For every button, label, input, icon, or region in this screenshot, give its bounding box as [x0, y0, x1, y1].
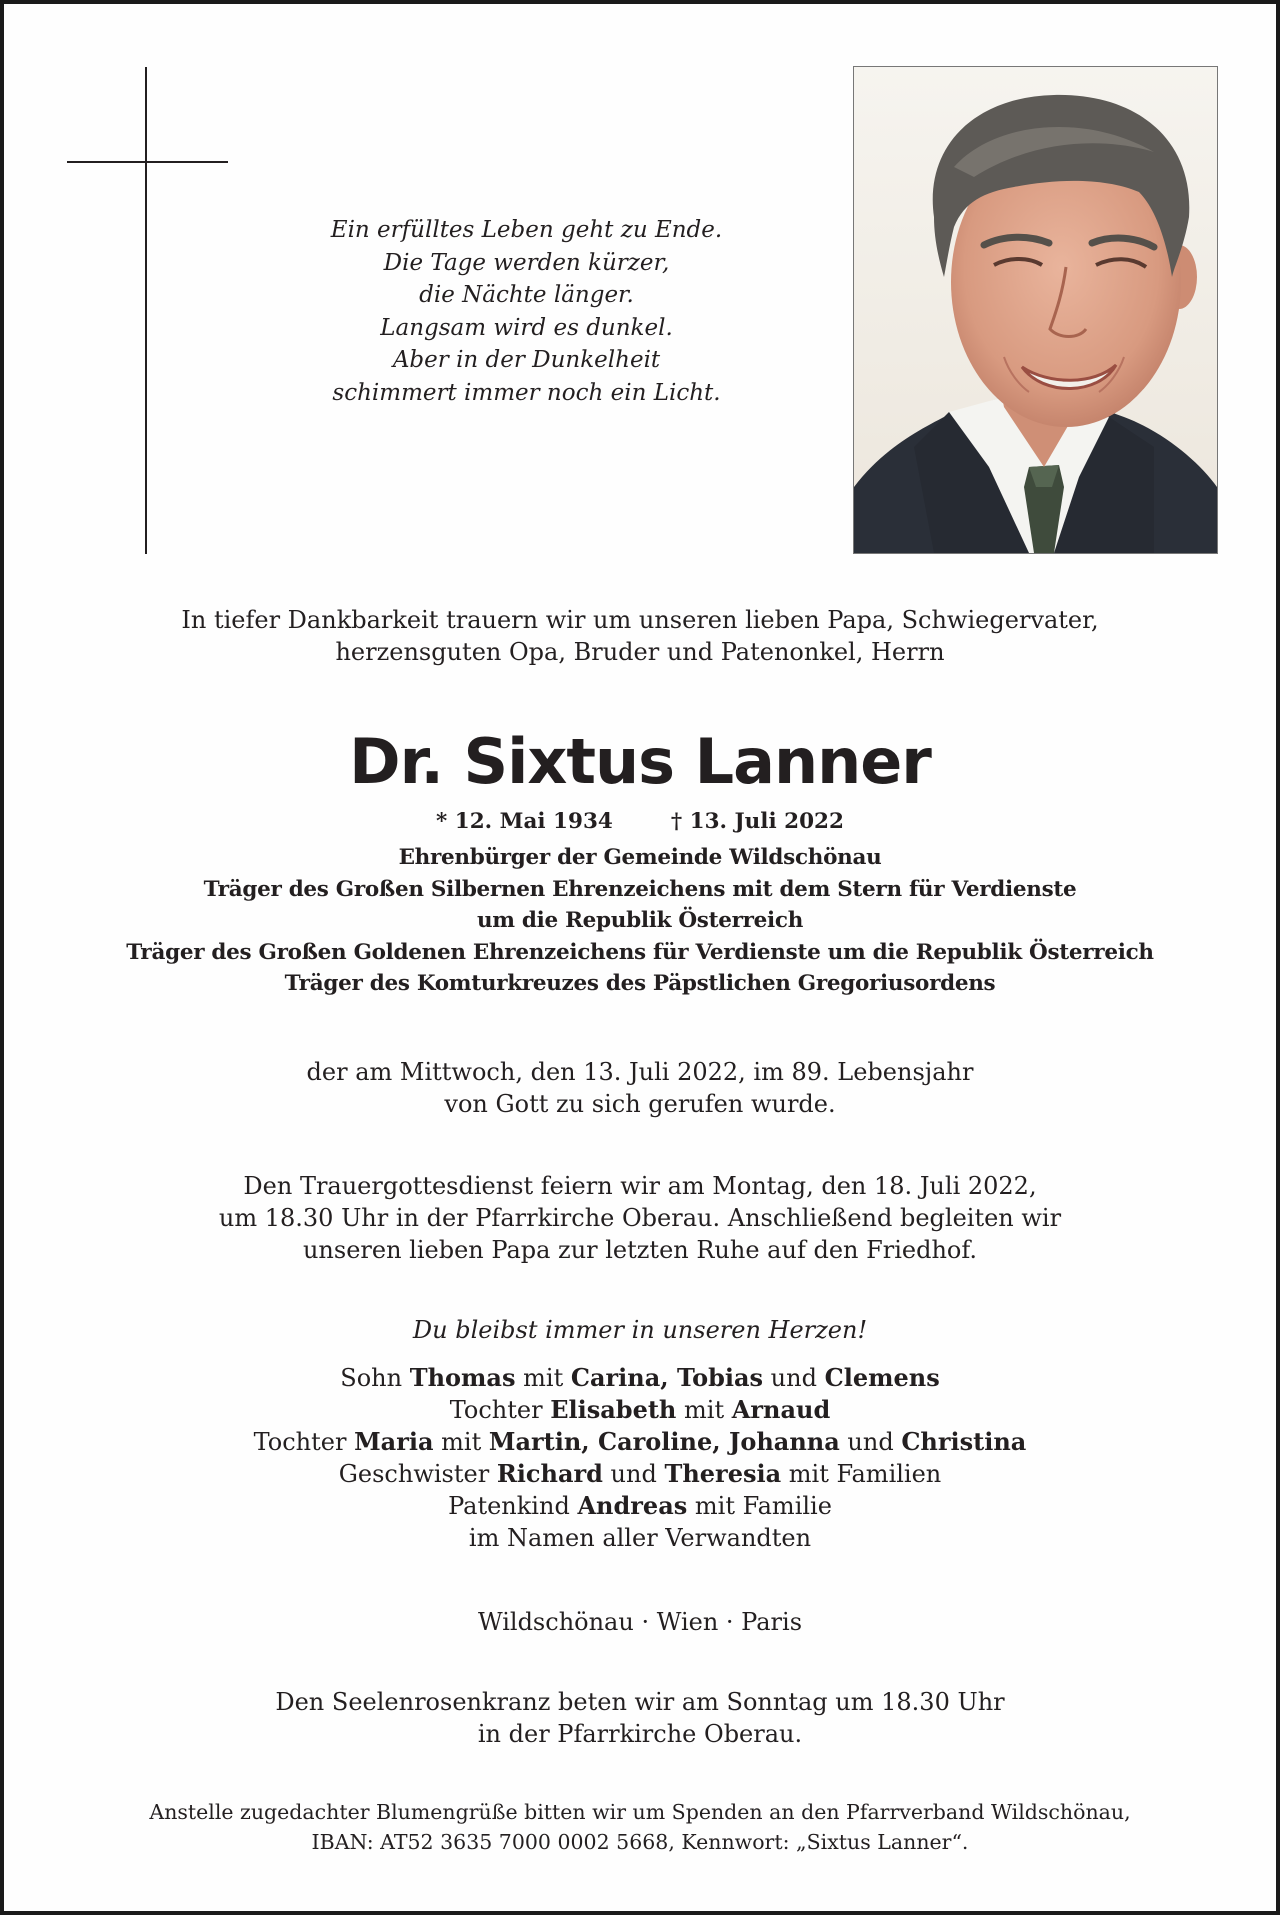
donation-line: IBAN: AT52 3635 7000 0002 5668, Kennwort: „Sixtus Lanner“. [311, 1830, 969, 1854]
family-text: Patenkind [448, 1492, 578, 1520]
family-text: mit [676, 1396, 732, 1424]
family-name: Martin, Caroline, Johanna [488, 1427, 840, 1456]
family-name: Thomas [409, 1363, 516, 1392]
rosary-line: in der Pfarrkirche Oberau. [477, 1720, 803, 1748]
family-name: Theresia [664, 1459, 782, 1488]
family-text: und [602, 1460, 665, 1488]
poem-line: Die Tage werden kürzer, [383, 249, 670, 276]
intro-text [4, 604, 1276, 668]
portrait-photo [853, 66, 1218, 554]
donation-note [4, 1797, 1276, 1857]
family-name: Arnaud [731, 1395, 831, 1424]
poem-line: Langsam wird es dunkel. [380, 314, 673, 341]
poem-line: Aber in der Dunkelheit [392, 347, 661, 373]
family-name: Richard [496, 1459, 603, 1488]
honor-line: Ehrenbürger der Gemeinde Wildschönau [398, 845, 882, 870]
cross-icon [145, 67, 147, 554]
honors-list [4, 842, 1276, 1000]
honor-line: Träger des Großen Goldenen Ehrenzeichens für Verdienste um die Republik Österreich [126, 939, 1154, 965]
rosary-text [4, 1686, 1276, 1750]
places: Wildschönau · Wien · Paris [477, 1608, 803, 1636]
death-line: der am Mittwoch, den 13. Juli 2022, im 89. Lebensjahr [306, 1058, 974, 1086]
intro-line: herzensguten Opa, Bruder und Patenonkel, Herrn [335, 638, 945, 666]
family-text: Sohn [340, 1364, 410, 1392]
deceased-name: Dr. Sixtus Lanner [349, 725, 931, 798]
birth-date: * 12. Mai 1934 [436, 809, 613, 834]
remembrance-quote: Du bleibst immer in unseren Herzen! [412, 1316, 868, 1344]
family-name: Elisabeth [550, 1395, 677, 1424]
death-line: von Gott zu sich gerufen wurde. [444, 1090, 836, 1118]
family-text: Geschwister [338, 1460, 497, 1488]
funeral-service-text [4, 1170, 1276, 1266]
family-text: Tochter [253, 1428, 355, 1456]
honor-line: Träger des Großen Silbernen Ehrenzeichens mit dem Stern für Verdienste [203, 876, 1077, 902]
family-text: und [763, 1364, 825, 1392]
family-line [4, 1490, 1276, 1522]
poem-line: die Nächte länger. [419, 282, 634, 308]
family-line [4, 1458, 1276, 1490]
service-line: um 18.30 Uhr in der Pfarrkirche Oberau. Anschließend begleiten wir [218, 1204, 1062, 1232]
family-text: mit [515, 1364, 571, 1392]
poem [254, 214, 799, 409]
family-name: Clemens [824, 1363, 940, 1392]
family-text: mit [433, 1428, 489, 1456]
death-date: † 13. Juli 2022 [670, 809, 844, 834]
family-list [4, 1362, 1276, 1554]
family-text: mit Familien [781, 1460, 942, 1488]
family-text: und [839, 1428, 902, 1456]
poem-line: schimmert immer noch ein Licht. [332, 379, 721, 406]
cross-icon-crossbar [67, 161, 228, 163]
family-name: Christina [901, 1427, 1027, 1456]
family-name: Carina, Tobias [570, 1363, 764, 1392]
honor-line: Träger des Komturkreuzes des Päpstlichen Gregoriusordens [284, 971, 996, 996]
poem-line: Ein erfülltes Leben geht zu Ende. [330, 217, 723, 243]
service-line: unseren lieben Papa zur letzten Ruhe auf den Friedhof. [302, 1236, 978, 1264]
family-line [4, 1362, 1276, 1394]
family-name: Maria [354, 1427, 434, 1456]
life-dates [4, 806, 1276, 838]
intro-line: In tiefer Dankbarkeit trauern wir um unseren lieben Papa, Schwiegervater, [181, 606, 1099, 634]
family-line [4, 1426, 1276, 1458]
donation-line: Anstelle zugedachter Blumengrüße bitten wir um Spenden an den Pfarrverband Wildschönau, [149, 1800, 1131, 1824]
family-text: mit Familie [687, 1492, 832, 1520]
family-name: Andreas [577, 1491, 688, 1520]
death-announcement [4, 1056, 1276, 1120]
family-text: Tochter [449, 1396, 551, 1424]
family-line [4, 1394, 1276, 1426]
honor-line: um die Republik Österreich [476, 908, 804, 933]
family-line: im Namen aller Verwandten [468, 1524, 812, 1552]
rosary-line: Den Seelenrosenkranz beten wir am Sonntag um 18.30 Uhr [275, 1688, 1005, 1716]
service-line: Den Trauergottesdienst feiern wir am Montag, den 18. Juli 2022, [243, 1172, 1037, 1200]
